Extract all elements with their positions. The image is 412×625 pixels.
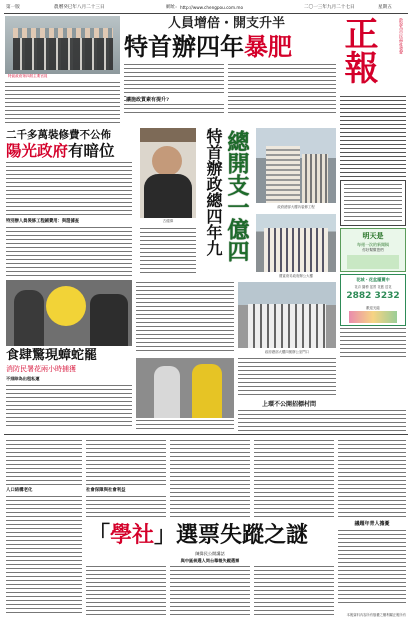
info-column <box>340 96 406 178</box>
headline1-title-accent: 暴肥 <box>244 33 292 61</box>
middle-body-3 <box>136 420 234 430</box>
bottom-col-4c <box>254 566 334 616</box>
headline2-title-main: 有暗位 <box>68 142 115 160</box>
page-number: 第一版 <box>6 5 20 10</box>
headline2-sub: 特別辦人員裝修工程鋪費用：與證據查 <box>6 219 80 224</box>
person-body <box>140 228 196 276</box>
headline3-body <box>6 385 132 429</box>
ad-box-3 <box>340 274 406 326</box>
headline5-accent: 學社 <box>110 522 155 548</box>
building-caption-2: 禮賓府另政府辦公大樓 <box>279 274 313 278</box>
middle-body-1 <box>136 282 234 354</box>
building-photo-1 <box>256 128 336 203</box>
issue-date: 二〇一三年九月二十七日 <box>304 5 355 10</box>
headline2-title <box>6 142 132 160</box>
headline1-title-main: 特首辦四年 <box>124 33 244 61</box>
section-divider <box>4 434 408 435</box>
bottom-col-1a <box>6 440 82 486</box>
headline2-body-a <box>6 162 132 216</box>
side-title: 議題年青人擔憂 <box>354 521 390 527</box>
headline2-kicker: 二千多萬裝修費不公佈 <box>6 129 111 141</box>
right-body-2 <box>238 410 406 432</box>
lead-body-left <box>5 82 120 126</box>
headline3-sub2: 不排除為出租私運 <box>6 376 40 381</box>
restaurant-photo <box>6 280 132 346</box>
person-photo <box>140 128 196 218</box>
gate-caption: 政府總部大樓四號辦公室門口 <box>264 350 310 354</box>
middle-body-2 <box>340 328 406 358</box>
masthead-strip <box>4 3 408 13</box>
paper-name-text: 正報 <box>338 16 378 84</box>
headline1-subkicker: 讓施政質素有提升? <box>126 96 226 104</box>
headline5-sub2: 與中區候選人同台舉報失蹤選票 <box>180 558 240 563</box>
delivery-photo <box>136 358 234 418</box>
headline5-sub: 陳偉民公開講話 <box>195 551 225 556</box>
vertical-headline-green: 總開支一億四 <box>224 130 250 262</box>
headline3-sub: 消防民署花兩小時捕獲 <box>6 365 76 373</box>
ad2-title: 明天是 <box>362 231 384 240</box>
right-body <box>238 358 336 398</box>
ad3-phone: 2882 3232 <box>346 291 400 301</box>
footnote: 本報資料內容所有版權之權利屬正報所有 <box>346 613 406 617</box>
headline1-body-b <box>228 64 336 114</box>
headline1-title <box>124 33 336 61</box>
ad2-sub: 每週一次的新聞稿 <box>357 242 389 247</box>
gate-photo <box>238 282 336 348</box>
bottom-subtitle-1: 人口結構老化 <box>6 488 33 493</box>
bottom-col-3c <box>170 566 250 616</box>
weekday: 星期五 <box>378 5 392 10</box>
headline5-title <box>88 520 328 550</box>
bottom-col-2a <box>86 440 166 486</box>
headline3-title: 食肆驚現蟑蛇罷 <box>6 348 98 363</box>
ad-box-1 <box>340 180 406 226</box>
person-caption: 古健偉 <box>162 219 174 223</box>
headline2-title-accent: 陽光政府 <box>6 142 69 160</box>
building-photo-2 <box>256 214 336 272</box>
url-label: 網址: <box>166 5 177 10</box>
side-body <box>338 530 406 606</box>
headline1-kicker: 人員增倍・開支升半 <box>168 16 286 31</box>
building-caption-1: 政府總部大樓內裝修工程 <box>277 205 315 209</box>
paper-slogan: 敢說為市民福祉發聲 <box>399 18 404 54</box>
bottom-subtitle-2: 社會保障與社會利益 <box>86 488 126 493</box>
ad3-title: 花城・花盆擺賣中 <box>356 277 390 282</box>
officials-photo <box>5 16 120 74</box>
bottom-col-5a <box>338 440 406 518</box>
lunar-date: 農曆癸巳年八月二十三日 <box>54 5 105 10</box>
headline5-quote-close: 」 <box>154 522 177 548</box>
ad2-sub2: 你好幫幫您們 <box>362 248 384 252</box>
masthead-rule <box>4 13 408 14</box>
ad3-footer: 歡迎光臨 <box>366 306 380 310</box>
ad-box-2 <box>340 228 406 272</box>
bottom-col-3a <box>170 440 250 518</box>
vertical-headline-left: 特首辦政總四年九 <box>204 128 223 256</box>
ad3-sub: 花卉 園藝 盆景 花籃 送花 <box>354 285 392 289</box>
headline1-body-a <box>124 64 224 114</box>
bottom-col-4a <box>254 440 334 518</box>
paper-name <box>338 16 402 94</box>
headline5-quote-open: 「 <box>88 522 111 548</box>
bottom-col-1b <box>6 496 82 616</box>
photo-caption: 特區政府第四屆主要官員 <box>8 74 48 78</box>
bottom-col-2c <box>86 566 166 616</box>
bottom-col-2b <box>86 496 166 518</box>
headline4-title: 上環不公開招標村問 <box>262 401 317 408</box>
headline2-body-b <box>6 227 132 277</box>
headline5-rest: 選票失蹤之謎 <box>176 522 309 548</box>
site-url[interactable]: http://www.chengpou.com.mo <box>180 5 244 10</box>
